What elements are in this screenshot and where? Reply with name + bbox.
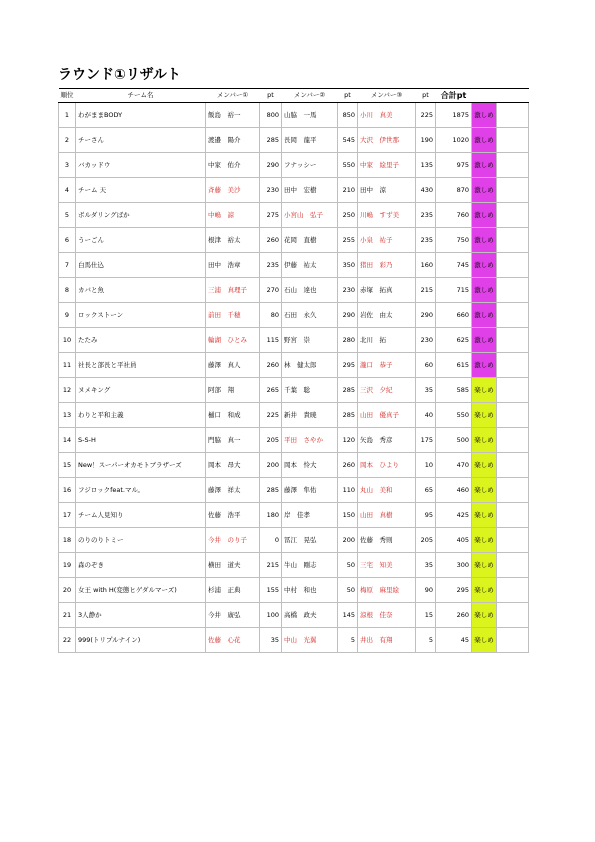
member3-cell: 井出 有翔 — [358, 628, 416, 653]
team-name-cell: 999(トリプルナイン) — [76, 628, 206, 653]
pt3-cell: 175 — [416, 428, 436, 453]
empty-cell — [497, 353, 529, 378]
pt2-cell: 110 — [338, 478, 358, 503]
rank-cell: 16 — [59, 478, 76, 503]
rank-cell: 7 — [59, 253, 76, 278]
pt3-cell: 215 — [416, 278, 436, 303]
header-pt1: pt — [260, 89, 282, 103]
member1-cell: 杉浦 正典 — [206, 578, 260, 603]
empty-cell — [497, 228, 529, 253]
status-badge: 激しめ — [472, 228, 497, 253]
header-member2: メンバー② — [282, 89, 338, 103]
pt3-cell: 190 — [416, 128, 436, 153]
total-pt-cell: 585 — [436, 378, 472, 403]
member1-cell: 飯島 裕一 — [206, 103, 260, 128]
pt1-cell: 285 — [260, 128, 282, 153]
total-pt-cell: 45 — [436, 628, 472, 653]
member1-cell: 阿部 翔 — [206, 378, 260, 403]
rank-cell: 11 — [59, 353, 76, 378]
team-name-cell: 3人静か — [76, 603, 206, 628]
pt2-cell: 150 — [338, 503, 358, 528]
rank-cell: 3 — [59, 153, 76, 178]
rank-cell: 22 — [59, 628, 76, 653]
table-row — [59, 503, 529, 528]
empty-cell — [497, 128, 529, 153]
table-row — [59, 253, 529, 278]
empty-cell — [497, 528, 529, 553]
team-name-cell: わりと平和主義 — [76, 403, 206, 428]
member1-cell: 前田 千穂 — [206, 303, 260, 328]
empty-cell — [497, 153, 529, 178]
empty-cell — [497, 453, 529, 478]
member1-cell: 佐藤 心花 — [206, 628, 260, 653]
pt3-cell: 10 — [416, 453, 436, 478]
member2-cell: 小宮山 弘子 — [282, 203, 338, 228]
member1-cell: 田中 浩章 — [206, 253, 260, 278]
pt1-cell: 0 — [260, 528, 282, 553]
status-badge: 楽しめ — [472, 553, 497, 578]
total-pt-cell: 760 — [436, 203, 472, 228]
status-badge: 楽しめ — [472, 378, 497, 403]
member3-cell: 大沢 伊世那 — [358, 128, 416, 153]
member2-cell: 中村 和也 — [282, 578, 338, 603]
status-badge: 楽しめ — [472, 478, 497, 503]
status-badge: 激しめ — [472, 153, 497, 178]
pt3-cell: 160 — [416, 253, 436, 278]
pt2-cell: 550 — [338, 153, 358, 178]
pt3-cell: 205 — [416, 528, 436, 553]
member1-cell: 藤澤 祥太 — [206, 478, 260, 503]
total-pt-cell: 625 — [436, 328, 472, 353]
pt2-cell: 290 — [338, 303, 358, 328]
rank-cell: 18 — [59, 528, 76, 553]
team-name-cell: のりのりトミー — [76, 528, 206, 553]
member1-cell: 岡本 昂大 — [206, 453, 260, 478]
team-name-cell: バカッドウ — [76, 153, 206, 178]
table-row — [59, 228, 529, 253]
empty-cell — [497, 203, 529, 228]
pt3-cell: 135 — [416, 153, 436, 178]
total-pt-cell: 500 — [436, 428, 472, 453]
header-rank: 順位 — [59, 89, 76, 103]
total-pt-cell: 745 — [436, 253, 472, 278]
member3-cell: 瀧口 恭子 — [358, 353, 416, 378]
member1-cell: 中家 佑介 — [206, 153, 260, 178]
pt2-cell: 285 — [338, 378, 358, 403]
status-badge: 激しめ — [472, 303, 497, 328]
rank-cell: 14 — [59, 428, 76, 453]
member3-cell: 岡本 ひより — [358, 453, 416, 478]
rank-cell: 9 — [59, 303, 76, 328]
member3-cell: 猪田 彩乃 — [358, 253, 416, 278]
pt1-cell: 80 — [260, 303, 282, 328]
member2-cell: 岸 佳孝 — [282, 503, 338, 528]
empty-cell — [497, 328, 529, 353]
pt1-cell: 180 — [260, 503, 282, 528]
pt3-cell: 235 — [416, 203, 436, 228]
status-badge: 楽しめ — [472, 528, 497, 553]
pt3-cell: 290 — [416, 303, 436, 328]
rank-cell: 20 — [59, 578, 76, 603]
pt1-cell: 205 — [260, 428, 282, 453]
team-name-cell: 森のぞき — [76, 553, 206, 578]
table-row — [59, 203, 529, 228]
member2-cell: 千葉 聡 — [282, 378, 338, 403]
member2-cell: 平田 さやか — [282, 428, 338, 453]
member1-cell: 三浦 真理子 — [206, 278, 260, 303]
header-status — [472, 89, 497, 103]
member1-cell: 根津 裕太 — [206, 228, 260, 253]
total-pt-cell: 460 — [436, 478, 472, 503]
table-row — [59, 178, 529, 203]
empty-cell — [497, 403, 529, 428]
rank-cell: 21 — [59, 603, 76, 628]
total-pt-cell: 295 — [436, 578, 472, 603]
member2-cell: 山脇 一馬 — [282, 103, 338, 128]
member2-cell: 石田 永久 — [282, 303, 338, 328]
team-name-cell: チーさん — [76, 128, 206, 153]
pt2-cell: 250 — [338, 203, 358, 228]
table-row — [59, 428, 529, 453]
pt3-cell: 90 — [416, 578, 436, 603]
team-name-cell: 社長と部長と平社員 — [76, 353, 206, 378]
member3-cell: 三宅 知美 — [358, 553, 416, 578]
rank-cell: 13 — [59, 403, 76, 428]
empty-cell — [497, 303, 529, 328]
empty-cell — [497, 278, 529, 303]
pt2-cell: 145 — [338, 603, 358, 628]
pt2-cell: 120 — [338, 428, 358, 453]
page-title: ラウンド①リザルト — [58, 67, 181, 83]
member3-cell: 岩佐 由太 — [358, 303, 416, 328]
header-team: チーム名 — [76, 89, 206, 103]
member3-cell: 中家 絵里子 — [358, 153, 416, 178]
member2-cell: 新井 貴暁 — [282, 403, 338, 428]
results-table — [58, 88, 529, 653]
status-badge: 楽しめ — [472, 603, 497, 628]
status-badge: 楽しめ — [472, 503, 497, 528]
member2-cell: 田中 宏樹 — [282, 178, 338, 203]
total-pt-cell: 870 — [436, 178, 472, 203]
pt2-cell: 285 — [338, 403, 358, 428]
table-row — [59, 553, 529, 578]
total-pt-cell: 300 — [436, 553, 472, 578]
pt3-cell: 5 — [416, 628, 436, 653]
header-member1: メンバー① — [206, 89, 260, 103]
status-badge: 激しめ — [472, 178, 497, 203]
total-pt-cell: 425 — [436, 503, 472, 528]
pt2-cell: 280 — [338, 328, 358, 353]
pt3-cell: 225 — [416, 103, 436, 128]
member2-cell: フナッシー — [282, 153, 338, 178]
member2-cell: 花岡 直樹 — [282, 228, 338, 253]
pt2-cell: 50 — [338, 553, 358, 578]
pt3-cell: 60 — [416, 353, 436, 378]
pt2-cell: 850 — [338, 103, 358, 128]
pt3-cell: 65 — [416, 478, 436, 503]
rank-cell: 2 — [59, 128, 76, 153]
pt1-cell: 260 — [260, 353, 282, 378]
empty-cell — [497, 603, 529, 628]
team-name-cell: ボルダリングばか — [76, 203, 206, 228]
member2-cell: 中山 光翼 — [282, 628, 338, 653]
member3-cell: 山田 優真子 — [358, 403, 416, 428]
empty-cell — [497, 503, 529, 528]
rank-cell: 15 — [59, 453, 76, 478]
member3-cell: 矢島 秀彦 — [358, 428, 416, 453]
member1-cell: 渡邉 陽介 — [206, 128, 260, 153]
member2-cell: 冨江 晃弘 — [282, 528, 338, 553]
member1-cell: 輪湖 ひとみ — [206, 328, 260, 353]
pt1-cell: 215 — [260, 553, 282, 578]
pt2-cell: 295 — [338, 353, 358, 378]
header-pt2: pt — [338, 89, 358, 103]
total-pt-cell: 750 — [436, 228, 472, 253]
status-badge: 激しめ — [472, 203, 497, 228]
total-pt-cell: 975 — [436, 153, 472, 178]
member3-cell: 北川 拓 — [358, 328, 416, 353]
team-name-cell: ロックストーン — [76, 303, 206, 328]
rank-cell: 17 — [59, 503, 76, 528]
pt2-cell: 545 — [338, 128, 358, 153]
member1-cell: 今井 廣弘 — [206, 603, 260, 628]
pt2-cell: 260 — [338, 453, 358, 478]
member2-cell: 伊藤 祐太 — [282, 253, 338, 278]
header-row — [59, 89, 529, 103]
pt1-cell: 115 — [260, 328, 282, 353]
pt2-cell: 200 — [338, 528, 358, 553]
table-row — [59, 103, 529, 128]
member1-cell: 門脇 真一 — [206, 428, 260, 453]
member1-cell: 今井 のり子 — [206, 528, 260, 553]
pt1-cell: 265 — [260, 378, 282, 403]
empty-cell — [497, 253, 529, 278]
status-badge: 激しめ — [472, 253, 497, 278]
table-row — [59, 278, 529, 303]
empty-cell — [497, 178, 529, 203]
team-name-cell: カバと魚 — [76, 278, 206, 303]
total-pt-cell: 405 — [436, 528, 472, 553]
member3-cell: 田中 涼 — [358, 178, 416, 203]
table-row — [59, 153, 529, 178]
pt3-cell: 35 — [416, 553, 436, 578]
empty-cell — [497, 553, 529, 578]
member1-cell: 中嶋 諒 — [206, 203, 260, 228]
table-row — [59, 478, 529, 503]
rank-cell: 4 — [59, 178, 76, 203]
pt1-cell: 225 — [260, 403, 282, 428]
team-name-cell: チーム人見知り — [76, 503, 206, 528]
member2-cell: 林 健太郎 — [282, 353, 338, 378]
table-row — [59, 628, 529, 653]
status-badge: 激しめ — [472, 103, 497, 128]
empty-cell — [497, 628, 529, 653]
member1-cell: 藤澤 真人 — [206, 353, 260, 378]
team-name-cell: たたみ — [76, 328, 206, 353]
total-pt-cell: 550 — [436, 403, 472, 428]
status-badge: 楽しめ — [472, 403, 497, 428]
team-name-cell: S-S-H — [76, 428, 206, 453]
empty-cell — [497, 478, 529, 503]
rank-cell: 12 — [59, 378, 76, 403]
member3-cell: 梅原 麻里絵 — [358, 578, 416, 603]
rank-cell: 19 — [59, 553, 76, 578]
member1-cell: 佐藤 浩平 — [206, 503, 260, 528]
header-member3: メンバー③ — [358, 89, 416, 103]
member2-cell: 石山 達也 — [282, 278, 338, 303]
member3-cell: 小泉 祐子 — [358, 228, 416, 253]
team-name-cell: うーごん — [76, 228, 206, 253]
member2-cell: 岡本 怜大 — [282, 453, 338, 478]
table-row — [59, 128, 529, 153]
status-badge: 楽しめ — [472, 453, 497, 478]
team-name-cell: 白馬仕込 — [76, 253, 206, 278]
member3-cell: 山田 真樹 — [358, 503, 416, 528]
empty-cell — [497, 103, 529, 128]
total-pt-cell: 715 — [436, 278, 472, 303]
empty-cell — [497, 378, 529, 403]
status-badge: 楽しめ — [472, 428, 497, 453]
empty-cell — [497, 578, 529, 603]
team-name-cell: フジロックfeat.マル。 — [76, 478, 206, 503]
table-row — [59, 378, 529, 403]
member3-cell: 小川 真美 — [358, 103, 416, 128]
member1-cell: 斉藤 美沙 — [206, 178, 260, 203]
pt2-cell: 5 — [338, 628, 358, 653]
pt1-cell: 35 — [260, 628, 282, 653]
pt3-cell: 430 — [416, 178, 436, 203]
rank-cell: 5 — [59, 203, 76, 228]
team-name-cell: New！スーパーオカモトブラザーズ — [76, 453, 206, 478]
table-row — [59, 403, 529, 428]
pt1-cell: 275 — [260, 203, 282, 228]
team-name-cell: わがままBODY — [76, 103, 206, 128]
member1-cell: 横田 道夫 — [206, 553, 260, 578]
pt3-cell: 235 — [416, 228, 436, 253]
table-row — [59, 303, 529, 328]
pt3-cell: 15 — [416, 603, 436, 628]
table-row — [59, 578, 529, 603]
pt1-cell: 285 — [260, 478, 282, 503]
pt2-cell: 255 — [338, 228, 358, 253]
rank-cell: 10 — [59, 328, 76, 353]
rank-cell: 1 — [59, 103, 76, 128]
status-badge: 激しめ — [472, 353, 497, 378]
team-name-cell: 女王 with H(変態ヒゲダルマーズ) — [76, 578, 206, 603]
member2-cell: 長岡 龍平 — [282, 128, 338, 153]
table-row — [59, 353, 529, 378]
member3-cell: 丸山 美和 — [358, 478, 416, 503]
pt2-cell: 230 — [338, 278, 358, 303]
pt3-cell: 230 — [416, 328, 436, 353]
total-pt-cell: 260 — [436, 603, 472, 628]
header-pt3: pt — [416, 89, 436, 103]
member3-cell: 赤塚 拓真 — [358, 278, 416, 303]
pt3-cell: 95 — [416, 503, 436, 528]
pt1-cell: 270 — [260, 278, 282, 303]
total-pt-cell: 660 — [436, 303, 472, 328]
member2-cell: 野宮 崇 — [282, 328, 338, 353]
empty-cell — [497, 428, 529, 453]
pt1-cell: 800 — [260, 103, 282, 128]
status-badge: 楽しめ — [472, 578, 497, 603]
member2-cell: 牛山 剛志 — [282, 553, 338, 578]
table-row — [59, 528, 529, 553]
status-badge: 激しめ — [472, 128, 497, 153]
pt2-cell: 350 — [338, 253, 358, 278]
header-total: 合計pt — [436, 89, 472, 103]
pt1-cell: 155 — [260, 578, 282, 603]
member1-cell: 樋口 和成 — [206, 403, 260, 428]
pt1-cell: 100 — [260, 603, 282, 628]
status-badge: 激しめ — [472, 328, 497, 353]
member2-cell: 藤澤 隼佑 — [282, 478, 338, 503]
team-name-cell: チーム 天 — [76, 178, 206, 203]
header-extra — [497, 89, 529, 103]
total-pt-cell: 470 — [436, 453, 472, 478]
pt3-cell: 40 — [416, 403, 436, 428]
total-pt-cell: 615 — [436, 353, 472, 378]
pt1-cell: 230 — [260, 178, 282, 203]
total-pt-cell: 1020 — [436, 128, 472, 153]
pt1-cell: 290 — [260, 153, 282, 178]
member3-cell: 佐藤 秀則 — [358, 528, 416, 553]
team-name-cell: ヌメキング — [76, 378, 206, 403]
member2-cell: 高橋 政夫 — [282, 603, 338, 628]
pt2-cell: 50 — [338, 578, 358, 603]
pt2-cell: 210 — [338, 178, 358, 203]
status-badge: 激しめ — [472, 278, 497, 303]
pt3-cell: 35 — [416, 378, 436, 403]
table-row — [59, 453, 529, 478]
pt1-cell: 200 — [260, 453, 282, 478]
member3-cell: 川嶋 すず美 — [358, 203, 416, 228]
total-pt-cell: 1875 — [436, 103, 472, 128]
rank-cell: 8 — [59, 278, 76, 303]
member3-cell: 涼根 佳奈 — [358, 603, 416, 628]
member3-cell: 三沢 夕紀 — [358, 378, 416, 403]
pt1-cell: 235 — [260, 253, 282, 278]
status-badge: 楽しめ — [472, 628, 497, 653]
table-row — [59, 328, 529, 353]
pt1-cell: 260 — [260, 228, 282, 253]
rank-cell: 6 — [59, 228, 76, 253]
table-row — [59, 603, 529, 628]
